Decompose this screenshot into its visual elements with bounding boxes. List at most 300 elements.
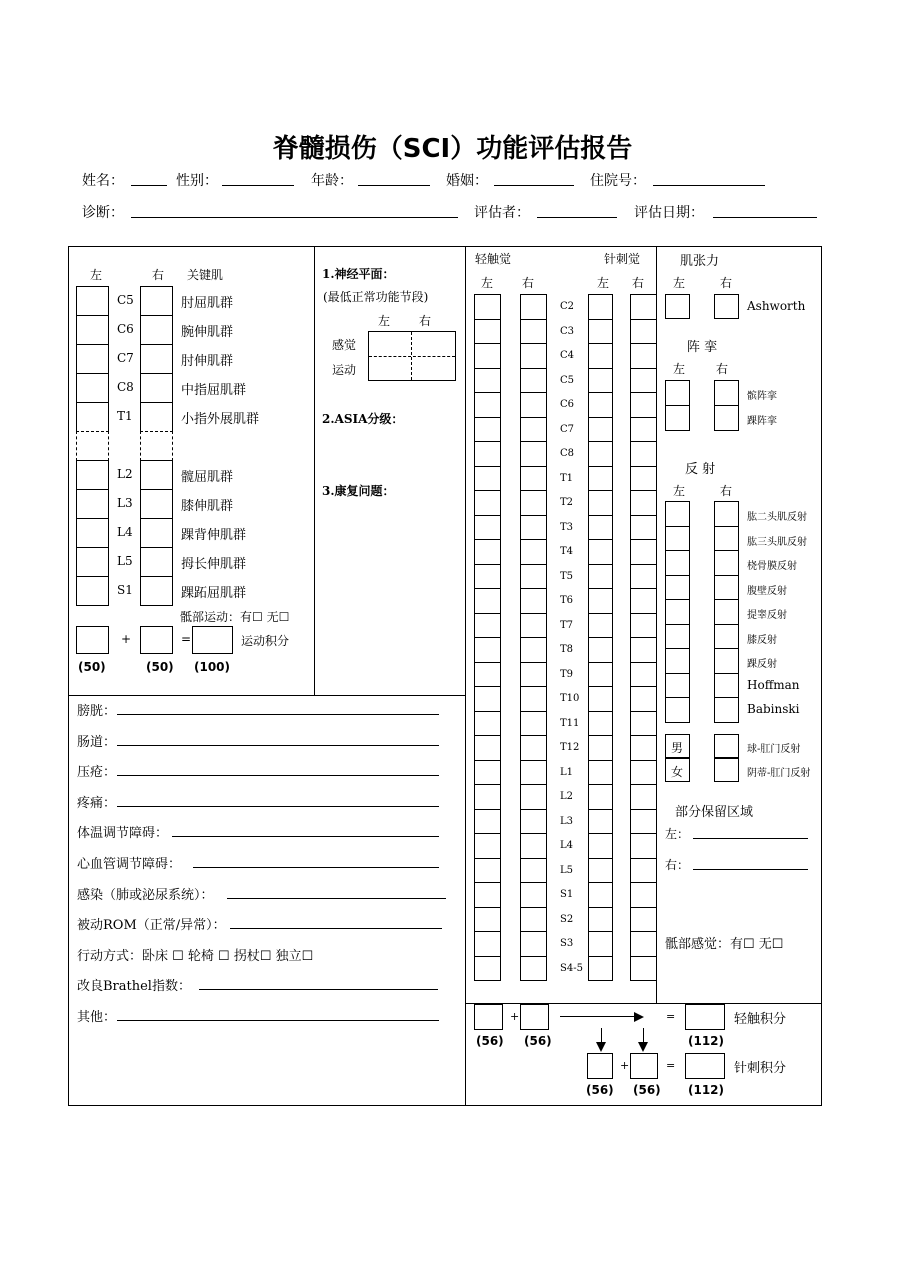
marital-label: 婚姻： bbox=[446, 173, 488, 189]
pp-right-box[interactable] bbox=[630, 564, 657, 590]
lt-right-box[interactable] bbox=[520, 319, 547, 345]
other-issue-field[interactable] bbox=[117, 806, 439, 807]
pp-right-box[interactable] bbox=[630, 809, 657, 835]
clonus-label: 髌阵挛 bbox=[747, 391, 777, 402]
reflex-left-box[interactable] bbox=[665, 575, 690, 601]
other-issue-label: 膀胱： bbox=[77, 704, 117, 719]
pp-right-box[interactable] bbox=[630, 613, 657, 639]
lt-right-box[interactable] bbox=[520, 368, 547, 394]
lt-left-box[interactable] bbox=[474, 907, 501, 933]
neuro-level-sub: (最低正常功能节段) bbox=[323, 290, 429, 304]
motor-right-total[interactable] bbox=[140, 626, 173, 654]
lt-left-box[interactable] bbox=[474, 466, 501, 492]
pp-right-header: 右 bbox=[632, 276, 645, 290]
pp-left-box[interactable] bbox=[588, 686, 613, 712]
key-muscle-header: 关键肌 bbox=[187, 268, 224, 282]
lt-left-box[interactable] bbox=[474, 319, 501, 345]
lt-score-total[interactable] bbox=[685, 1004, 725, 1030]
lt-right-box[interactable] bbox=[520, 907, 547, 933]
lt-left-box[interactable] bbox=[474, 784, 501, 810]
lt-left-box[interactable] bbox=[474, 686, 501, 712]
clonus-left-box[interactable] bbox=[665, 380, 690, 406]
sacral-sense[interactable]: 骶部感觉：有☐ 无☐ bbox=[665, 937, 784, 952]
pp-left-box[interactable] bbox=[588, 343, 613, 369]
max-56: (56) bbox=[524, 1034, 552, 1048]
pp-right-box[interactable] bbox=[630, 711, 657, 737]
pp-left-box[interactable] bbox=[588, 392, 613, 418]
motor-left-box[interactable] bbox=[76, 489, 109, 519]
pin-prick-header: 针刺觉 bbox=[604, 252, 641, 266]
pp-left-box[interactable] bbox=[588, 564, 613, 590]
pp-left-box[interactable] bbox=[588, 662, 613, 688]
key-muscle-label: 肘屈肌群 bbox=[181, 296, 234, 311]
dermatome-label: T6 bbox=[560, 595, 574, 606]
motor-right-box[interactable] bbox=[140, 460, 173, 490]
lt-right-box[interactable] bbox=[520, 760, 547, 786]
motor-level-label: T1 bbox=[117, 409, 133, 423]
neuro-sensory-label: 感觉 bbox=[332, 338, 357, 352]
lt-left-box[interactable] bbox=[474, 735, 501, 761]
motor-right-box[interactable] bbox=[140, 489, 173, 519]
arrow-right-icon bbox=[634, 1012, 644, 1022]
arrow-down-icon bbox=[638, 1042, 648, 1052]
pp-right-box[interactable] bbox=[630, 784, 657, 810]
dermatome-label: S3 bbox=[560, 938, 574, 949]
other-issue-field[interactable] bbox=[199, 989, 438, 990]
pp-left-box[interactable] bbox=[588, 956, 613, 982]
bulbo-anal-label: 球-肛门反射 bbox=[747, 744, 801, 755]
max-right: (50) bbox=[146, 660, 174, 674]
clonus-right-box[interactable] bbox=[714, 405, 739, 431]
pp-left-box[interactable] bbox=[588, 760, 613, 786]
dermatome-label: T10 bbox=[560, 693, 580, 704]
date-field[interactable] bbox=[713, 217, 817, 218]
pp-right-box[interactable] bbox=[630, 319, 657, 345]
pp-left-box[interactable] bbox=[588, 613, 613, 639]
key-muscle-label: 踝背伸肌群 bbox=[181, 528, 247, 543]
lt-left-box[interactable] bbox=[474, 613, 501, 639]
asia-label: 2.ASIA分级： bbox=[322, 412, 404, 426]
date-label: 评估日期： bbox=[634, 205, 704, 221]
reflex-header: 反 射 bbox=[685, 462, 716, 477]
lt-right-box[interactable] bbox=[520, 490, 547, 516]
motor-level-label: L5 bbox=[117, 554, 133, 568]
lt-right-box[interactable] bbox=[520, 588, 547, 614]
motor-right-box[interactable] bbox=[140, 547, 173, 577]
female-label: 女 bbox=[671, 765, 684, 779]
lt-right-box[interactable] bbox=[520, 417, 547, 443]
pp-left-box[interactable] bbox=[588, 294, 613, 320]
arrow-down-icon bbox=[596, 1042, 606, 1052]
name-field[interactable] bbox=[131, 185, 167, 186]
dermatome-label: S4-5 bbox=[560, 962, 583, 974]
lt-right-box[interactable] bbox=[520, 784, 547, 810]
max-112: (112) bbox=[688, 1083, 725, 1097]
lt-right-box[interactable] bbox=[520, 858, 547, 884]
pp-left-box[interactable] bbox=[588, 833, 613, 859]
pp-left-box[interactable] bbox=[588, 931, 613, 957]
key-muscle-label: 踝跖屈肌群 bbox=[181, 586, 247, 601]
other-issue-label: 被动ROM（正常/异常）： bbox=[77, 918, 226, 934]
clonus-label: 踝阵挛 bbox=[747, 416, 777, 427]
lt-right-box[interactable] bbox=[520, 343, 547, 369]
partial-left-field[interactable] bbox=[693, 838, 808, 839]
pp-left-box[interactable] bbox=[588, 441, 613, 467]
clonus-right: 右 bbox=[716, 362, 729, 376]
partial-right-field[interactable] bbox=[693, 869, 808, 870]
reflex-right: 右 bbox=[720, 484, 733, 498]
motor-right-box[interactable] bbox=[140, 576, 173, 606]
neuro-grid-v bbox=[411, 332, 412, 380]
lt-right-box[interactable] bbox=[520, 956, 547, 982]
lt-left-box[interactable] bbox=[474, 564, 501, 590]
dermatome-label: C2 bbox=[560, 301, 575, 312]
pp-left-box[interactable] bbox=[588, 858, 613, 884]
reflex-left-box[interactable] bbox=[665, 599, 690, 625]
clonus-right-box[interactable] bbox=[714, 380, 739, 406]
lt-right-box[interactable] bbox=[520, 711, 547, 737]
gender-label: 性别： bbox=[176, 173, 218, 189]
divider bbox=[68, 695, 465, 696]
assessor-label: 评估者： bbox=[474, 205, 530, 221]
dermatome-label: C8 bbox=[560, 448, 575, 459]
marital-field[interactable] bbox=[494, 185, 574, 186]
motor-right-box[interactable] bbox=[140, 518, 173, 548]
reflex-label: 桡骨膜反射 bbox=[747, 561, 797, 572]
motor-right-box[interactable] bbox=[140, 373, 173, 403]
divider bbox=[465, 1003, 822, 1004]
reflex-right-box[interactable] bbox=[714, 673, 739, 699]
pp-right-box[interactable] bbox=[630, 662, 657, 688]
reflex-right-box[interactable] bbox=[714, 575, 739, 601]
lt-left-box[interactable] bbox=[474, 490, 501, 516]
lt-right-box[interactable] bbox=[520, 515, 547, 541]
other-issue-field[interactable] bbox=[227, 898, 446, 899]
motor-right-box[interactable] bbox=[140, 315, 173, 345]
lt-right-box[interactable] bbox=[520, 882, 547, 908]
reflex-right-box[interactable] bbox=[714, 526, 739, 552]
reflex-right-box[interactable] bbox=[714, 624, 739, 650]
lt-right-box[interactable] bbox=[520, 441, 547, 467]
lt-left-box[interactable] bbox=[474, 515, 501, 541]
reflex-left-box[interactable] bbox=[665, 624, 690, 650]
lt-right-box[interactable] bbox=[520, 686, 547, 712]
dermatome-label: L5 bbox=[560, 864, 574, 876]
partial-zone-header: 部分保留区域 bbox=[675, 805, 754, 820]
lt-right-box[interactable] bbox=[520, 564, 547, 590]
motor-left-box[interactable] bbox=[76, 344, 109, 374]
lt-left-box[interactable] bbox=[474, 441, 501, 467]
ashworth-right-box[interactable] bbox=[714, 294, 739, 319]
motor-level-label: L4 bbox=[117, 525, 133, 539]
lt-right-box[interactable] bbox=[520, 931, 547, 957]
pp-right-box[interactable] bbox=[630, 294, 657, 320]
pp-right-box[interactable] bbox=[630, 956, 657, 982]
pp-right-box[interactable] bbox=[630, 343, 657, 369]
motor-score-total[interactable] bbox=[192, 626, 233, 654]
clonus-left: 左 bbox=[673, 362, 686, 376]
motor-left-box[interactable] bbox=[76, 431, 109, 461]
motor-right-box[interactable] bbox=[140, 286, 173, 316]
dermatome-label: C7 bbox=[560, 423, 575, 435]
other-issue-field[interactable] bbox=[117, 714, 439, 715]
motor-right-box[interactable] bbox=[140, 431, 173, 461]
other-issue-field[interactable] bbox=[193, 867, 439, 868]
reflex-left-box[interactable] bbox=[665, 697, 690, 723]
pp-left-box[interactable] bbox=[588, 907, 613, 933]
motor-left-box[interactable] bbox=[76, 518, 109, 548]
lt-right-total[interactable] bbox=[520, 1004, 549, 1030]
lt-left-box[interactable] bbox=[474, 392, 501, 418]
lt-right-box[interactable] bbox=[520, 392, 547, 418]
other-issue-label: 行动方式：卧床 ☐ 轮椅 ☐ 拐杖☐ 独立☐ bbox=[77, 948, 314, 964]
clonus-left-box[interactable] bbox=[665, 405, 690, 431]
age-label: 年龄： bbox=[311, 173, 353, 189]
dermatome-label: L2 bbox=[560, 791, 574, 802]
assessor-field[interactable] bbox=[537, 217, 617, 218]
pp-left-box[interactable] bbox=[588, 784, 613, 810]
reflex-left: 左 bbox=[673, 484, 686, 498]
other-issue-label: 肠道： bbox=[77, 734, 117, 750]
max-56: (56) bbox=[586, 1083, 614, 1097]
lt-right-box[interactable] bbox=[520, 662, 547, 688]
reflex-right-box[interactable] bbox=[714, 501, 739, 527]
gender-field[interactable] bbox=[222, 185, 294, 186]
pp-left-box[interactable] bbox=[588, 735, 613, 761]
other-issue-field[interactable] bbox=[117, 1020, 439, 1021]
pp-right-box[interactable] bbox=[630, 368, 657, 394]
lt-left-box[interactable] bbox=[474, 637, 501, 663]
other-issue-field[interactable] bbox=[117, 775, 439, 776]
max-56: (56) bbox=[476, 1034, 504, 1048]
male-label: 男 bbox=[671, 741, 684, 755]
lt-left-box[interactable] bbox=[474, 343, 501, 369]
pp-left-box[interactable] bbox=[588, 490, 613, 516]
partial-left-label: 左： bbox=[665, 827, 690, 841]
motor-left-box[interactable] bbox=[76, 402, 109, 432]
lt-right-box[interactable] bbox=[520, 735, 547, 761]
equals-sign: = bbox=[181, 632, 192, 646]
lt-right-box[interactable] bbox=[520, 637, 547, 663]
clonus-header: 阵 挛 bbox=[687, 340, 718, 355]
other-issue-label: 疼痛： bbox=[77, 795, 117, 811]
light-score-label: 轻触积分 bbox=[734, 1012, 787, 1027]
pp-right-box[interactable] bbox=[630, 490, 657, 516]
pp-left-box[interactable] bbox=[588, 319, 613, 345]
equals-sign: = bbox=[666, 1010, 676, 1023]
dermatome-label: T3 bbox=[560, 521, 574, 533]
pp-right-box[interactable] bbox=[630, 588, 657, 614]
plus-sign: + bbox=[620, 1059, 630, 1072]
dermatome-label: T7 bbox=[560, 619, 574, 631]
dermatome-label: T11 bbox=[560, 717, 580, 729]
neuro-grid-h bbox=[369, 356, 455, 357]
pp-right-box[interactable] bbox=[630, 441, 657, 467]
clitoro-anal-label: 阴蒂-肛门反射 bbox=[747, 768, 811, 779]
tone-left: 左 bbox=[673, 276, 686, 290]
motor-level-label: L3 bbox=[117, 496, 133, 510]
motor-left-box[interactable] bbox=[76, 286, 109, 316]
pp-right-box[interactable] bbox=[630, 931, 657, 957]
reflex-left-box[interactable] bbox=[665, 550, 690, 576]
motor-right-box[interactable] bbox=[140, 344, 173, 374]
reflex-right-box[interactable] bbox=[714, 648, 739, 674]
lt-right-box[interactable] bbox=[520, 294, 547, 320]
pp-right-total[interactable] bbox=[630, 1053, 658, 1079]
lt-left-box[interactable] bbox=[474, 882, 501, 908]
admission-field[interactable] bbox=[653, 185, 765, 186]
pp-left-box[interactable] bbox=[588, 882, 613, 908]
neuro-right: 右 bbox=[419, 314, 432, 328]
pp-right-box[interactable] bbox=[630, 392, 657, 418]
reflex-label: 肱三头肌反射 bbox=[747, 536, 807, 548]
arrow-line bbox=[560, 1016, 638, 1017]
diagnosis-field[interactable] bbox=[131, 217, 458, 218]
lt-left-box[interactable] bbox=[474, 417, 501, 443]
lt-right-box[interactable] bbox=[520, 613, 547, 639]
tone-right: 右 bbox=[720, 276, 733, 290]
reflex-left-box[interactable] bbox=[665, 648, 690, 674]
lt-left-box[interactable] bbox=[474, 931, 501, 957]
neuro-left: 左 bbox=[378, 314, 391, 328]
lt-right-header: 右 bbox=[522, 276, 535, 290]
motor-right-box[interactable] bbox=[140, 402, 173, 432]
pp-right-box[interactable] bbox=[630, 858, 657, 884]
key-muscle-label: 髋屈肌群 bbox=[181, 470, 234, 485]
reflex-left-box[interactable] bbox=[665, 673, 690, 699]
lt-right-box[interactable] bbox=[520, 833, 547, 859]
divider bbox=[465, 246, 466, 1106]
sacral-motion[interactable]: 骶部运动：有☐ 无☐ bbox=[180, 610, 290, 624]
lt-left-total[interactable] bbox=[474, 1004, 503, 1030]
lt-right-box[interactable] bbox=[520, 809, 547, 835]
key-muscle-label: 腕伸肌群 bbox=[181, 325, 234, 340]
divider bbox=[314, 246, 315, 695]
reflex-right-box[interactable] bbox=[714, 697, 739, 723]
age-field[interactable] bbox=[358, 185, 430, 186]
key-muscle-label: 中指屈肌群 bbox=[181, 383, 247, 398]
page-title: 脊髓损伤（SCI）功能评估报告 bbox=[272, 134, 633, 164]
dermatome-label: T8 bbox=[560, 644, 574, 655]
pp-right-box[interactable] bbox=[630, 539, 657, 565]
lt-left-box[interactable] bbox=[474, 711, 501, 737]
lt-left-box[interactable] bbox=[474, 368, 501, 394]
dermatome-label: S1 bbox=[560, 889, 574, 900]
pp-left-box[interactable] bbox=[588, 417, 613, 443]
bulbo-anal-box[interactable] bbox=[714, 734, 739, 758]
lt-left-box[interactable] bbox=[474, 662, 501, 688]
pp-right-box[interactable] bbox=[630, 907, 657, 933]
motor-level-label: C6 bbox=[117, 322, 134, 336]
pp-right-box[interactable] bbox=[630, 760, 657, 786]
plus-sign: + bbox=[510, 1010, 520, 1023]
lt-left-box[interactable] bbox=[474, 809, 501, 835]
pp-left-box[interactable] bbox=[588, 637, 613, 663]
neuro-motor-label: 运动 bbox=[332, 363, 357, 377]
lt-left-box[interactable] bbox=[474, 858, 501, 884]
pp-left-box[interactable] bbox=[588, 809, 613, 835]
motor-right-header: 右 bbox=[152, 268, 165, 282]
reflex-right-box[interactable] bbox=[714, 550, 739, 576]
pp-right-box[interactable] bbox=[630, 637, 657, 663]
lt-left-box[interactable] bbox=[474, 294, 501, 320]
pp-left-box[interactable] bbox=[588, 466, 613, 492]
dermatome-label: T4 bbox=[560, 546, 574, 557]
pp-right-box[interactable] bbox=[630, 735, 657, 761]
pp-left-total[interactable] bbox=[587, 1053, 613, 1079]
pp-left-box[interactable] bbox=[588, 368, 613, 394]
lt-left-box[interactable] bbox=[474, 833, 501, 859]
reflex-left-box[interactable] bbox=[665, 526, 690, 552]
reflex-label: Babinski bbox=[747, 702, 800, 716]
pp-right-box[interactable] bbox=[630, 417, 657, 443]
dermatome-label: T2 bbox=[560, 497, 574, 508]
motor-level-label: C7 bbox=[117, 351, 134, 365]
max-left: (50) bbox=[78, 660, 106, 674]
pp-right-box[interactable] bbox=[630, 882, 657, 908]
dermatome-label: T1 bbox=[560, 472, 574, 484]
motor-level-label: L2 bbox=[117, 467, 133, 481]
partial-right-label: 右： bbox=[665, 858, 690, 872]
other-issue-label: 其他： bbox=[77, 1010, 117, 1025]
pp-left-header: 左 bbox=[597, 276, 610, 290]
motor-left-header: 左 bbox=[90, 268, 103, 282]
pp-right-box[interactable] bbox=[630, 686, 657, 712]
reflex-left-box[interactable] bbox=[665, 501, 690, 527]
other-issue-field[interactable] bbox=[117, 745, 439, 746]
reflex-label: 踝反射 bbox=[747, 659, 777, 670]
key-muscle-label: 拇长伸肌群 bbox=[181, 557, 247, 572]
motor-left-box[interactable] bbox=[76, 373, 109, 403]
other-issue-label: 压疮： bbox=[77, 765, 117, 781]
motor-left-box[interactable] bbox=[76, 315, 109, 345]
motor-left-total[interactable] bbox=[76, 626, 109, 654]
lt-left-box[interactable] bbox=[474, 760, 501, 786]
pp-left-box[interactable] bbox=[588, 539, 613, 565]
pp-left-box[interactable] bbox=[588, 588, 613, 614]
dermatome-label: S2 bbox=[560, 913, 574, 925]
pp-right-box[interactable] bbox=[630, 515, 657, 541]
lt-left-header: 左 bbox=[481, 276, 494, 290]
clitoro-anal-box[interactable] bbox=[714, 758, 739, 782]
lt-left-box[interactable] bbox=[474, 588, 501, 614]
other-issue-field[interactable] bbox=[230, 928, 442, 929]
motor-left-box[interactable] bbox=[76, 576, 109, 606]
ashworth-left-box[interactable] bbox=[665, 294, 690, 319]
pp-left-box[interactable] bbox=[588, 711, 613, 737]
pp-right-box[interactable] bbox=[630, 466, 657, 492]
reflex-right-box[interactable] bbox=[714, 599, 739, 625]
reflex-label: 膝反射 bbox=[747, 634, 777, 646]
lt-left-box[interactable] bbox=[474, 539, 501, 565]
pp-left-box[interactable] bbox=[588, 515, 613, 541]
pp-right-box[interactable] bbox=[630, 833, 657, 859]
key-muscle-label: 小指外展肌群 bbox=[181, 412, 260, 427]
plus-sign: + bbox=[121, 632, 132, 646]
lt-left-box[interactable] bbox=[474, 956, 501, 982]
max-112: (112) bbox=[688, 1034, 725, 1048]
other-issue-label: 心血管调节障碍： bbox=[77, 857, 182, 872]
motor-left-box[interactable] bbox=[76, 547, 109, 577]
reflex-label: 腹壁反射 bbox=[747, 585, 787, 597]
motor-left-box[interactable] bbox=[76, 460, 109, 490]
pp-score-total[interactable] bbox=[685, 1053, 725, 1079]
lt-right-box[interactable] bbox=[520, 466, 547, 492]
dermatome-label: C6 bbox=[560, 399, 575, 410]
other-issue-field[interactable] bbox=[172, 836, 439, 837]
dermatome-label: C3 bbox=[560, 325, 575, 337]
lt-right-box[interactable] bbox=[520, 539, 547, 565]
